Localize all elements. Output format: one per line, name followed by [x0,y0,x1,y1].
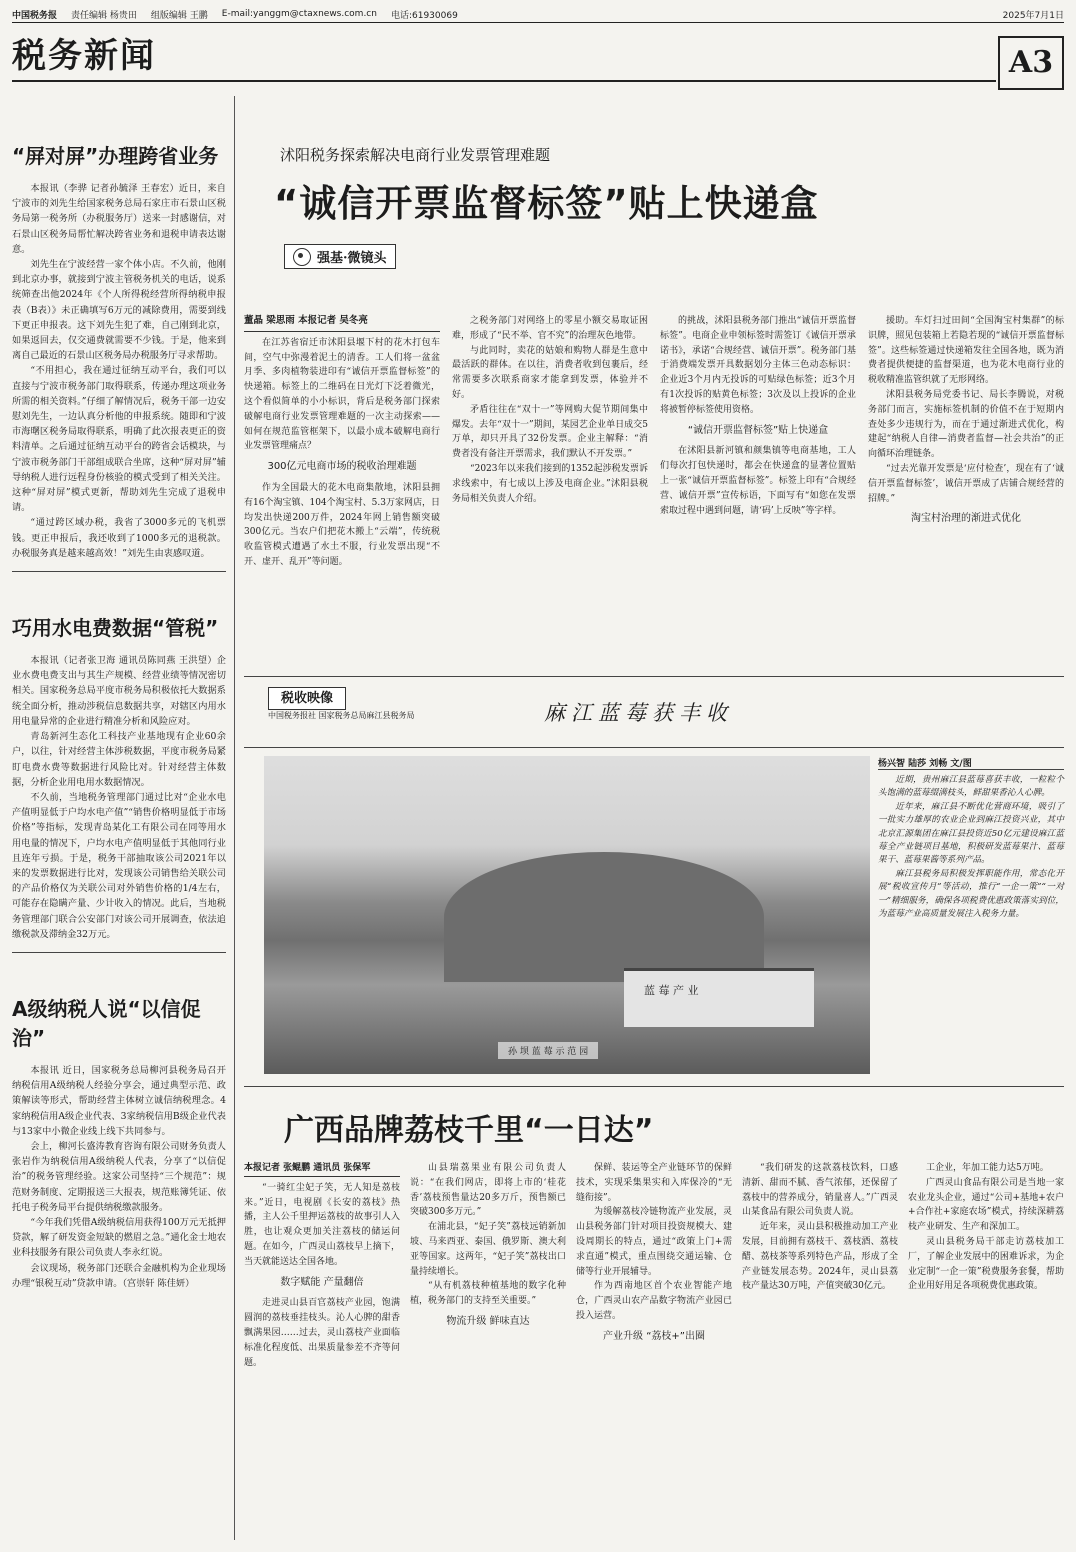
photo-story-p1: 近期，贵州麻江县蓝莓喜获丰收，一粒粒个头饱满的蓝莓缀满枝头，鲜甜果香沁人心脾。 [878,775,1064,799]
lead-col-4-p1: 援助。车灯扫过田间“全国淘宝村集群”的标识牌，照见包装箱上若隐若现的“诚信开票监督标签”。这些标签通过快递箱发往全国各地，既为消费者提供便捷的监督渠道，也为花木电商行业的税收精准监管织就了无形网络。 [868,316,1064,386]
lead-subhead-3: 淘宝村治理的渐进式优化 [911,513,1021,525]
photo-badge [268,687,415,721]
divider [12,952,226,953]
photo-title: 麻江蓝莓获丰收 [544,701,733,725]
lychee-columns [244,1161,1064,1370]
lychee-col-5-p1: 工企业，年加工能力达5万吨。 [926,1163,1049,1173]
divider [12,571,226,572]
lychee-subhead-3: 产业升级 “荔枝+”出圈 [603,1330,705,1342]
lychee-col-5-p3: 灵山县税务局干部走访荔枝加工厂，了解企业发展中的困难诉求，为企业定制“一企一策”税费服务套餐，帮助企业用好用足各项税费优惠政策。 [908,1236,1064,1292]
lead-col-4-p3: “过去光靠开发票是‘应付检查’，现在有了‘诚信开票监督标签’，诚信开票成了店铺合规经营的招牌。” [868,463,1064,504]
park-sign: 孙 坝 蓝 莓 示 范 园 [498,1042,598,1059]
lead-headline: “诚信开票监督标签”贴上快递盒 [274,182,819,225]
column-badge-label: 强基·微镜头 [317,251,387,266]
lychee-byline: 本报记者 张鲲鹏 通讯员 张保军 [244,1161,400,1177]
right-area [244,96,1064,1540]
building-sign: 蓝 莓 产 业 [644,984,699,997]
lychee-col-5 [908,1161,1064,1370]
article-1-p2: 刘先生在宁波经营一家个体小店。不久前，他刚到北京办事，就接到宁波主管税务机关的电话，说系统筛查出他2024年《个人所得税经营所得纳税申报表（B表）》未正确填写6万元的减除费用，需要到线下更正申报表。这下刘先生犯了难，自己刚到北京，如果返回去，仅交通费就需要不少钱。于是，他来到离自己最近的石景山区税务局办税服务厅寻求帮助。 [12,259,226,362]
lychee-subhead-1: 数字赋能 产量翻倍 [280,1276,364,1288]
photo-credit: 杨兴智 陆莎 刘畅 文/图 [878,756,1064,770]
lychee-col-1 [244,1161,400,1370]
lychee-col-2 [410,1161,566,1370]
lead-col-4 [868,314,1064,570]
lychee-article [244,1086,1064,1541]
lead-col-2-p2: 与此同时，卖花的姑娘和购物人群是生意中最活跃的群体。在以往，消费者收到包裹后，经常需要多次联系商家才能拿到发票，体验并不好。 [452,345,648,400]
column-rule [234,96,235,1540]
editor: 责任编辑 杨贵田 [71,10,137,21]
article-1-p4: “通过跨区域办税，我省了3000多元的飞机票钱。更正申报后，我还收到了1000多元的退税款。办税服务真是越来越高效！”刘先生由衷感叹道。 [12,517,226,559]
lychee-col-5-p2: 广西灵山食品有限公司是当地一家农业龙头企业，通过“公司+基地+农户+合作社+家庭农场”模式，持续深耕荔枝产业研发、生产和深加工。 [908,1177,1064,1233]
lychee-col-4-p1: “我们研发的这款荔枝饮料，口感清新、甜而不腻、香气浓郁，还保留了荔枝中的营养成分，销量喜人。”广西灵山某食品有限公司负责人说。 [742,1163,898,1218]
article-2-title: 巧用水电费数据“管税” [12,616,219,641]
lead-col-3 [660,314,856,570]
article-2-p1: 本报讯（记者张卫海 通讯员陈同燕 王洪望）企业水费电费支出与其生产规模、经营业绩等情况密切相关。国家税务总局平度市税务局积极依托大数据系统全面分析，推动涉税信息数据共享，对辖区内用水用电量异常的企业进行精准分析和风险应对。 [12,655,226,727]
section-title: 税务新闻 [12,36,156,76]
lychee-headline: 广西品牌荔枝千里“一日达” [284,1113,654,1148]
header-rule [12,22,1064,23]
paper-name: 中国税务报 [12,10,58,21]
blueberry-farm-photo [264,756,870,1074]
lychee-col-3-p3: 作为西南地区首个农业智能产地仓，广西灵山农产品数字物流产业园已投入运营。 [576,1281,732,1321]
article-3-p2: 会上，柳河长盛涛教育咨询有限公司财务负责人张岩作为纳税信用A级纳税人代表，分享了“以信促治”的税务管理经验。这家公司坚持“三个规范”：规范财务制度、定期报送三大报表，规范账簿凭证、依托电子税务局平台提供纳税缴款服务。 [12,1140,226,1213]
lychee-col-1-p2: 走进灵山县百官荔枝产业园，饱满圆润的荔枝垂挂枝头。沁人心脾的甜香飘满果园……过去，灵山荔枝产业面临标准化程度低、出果质量参差不齐等问题。 [244,1298,400,1368]
lead-col-2-p3: 矛盾往往在“双十一”等网购大促节期间集中爆发。去年“双十一”期间，某园艺企业单日成交5万单，却只开具了32份发票。企业主解释：“消费者没有备注开票需求，我们默认不开发票。” [452,404,648,460]
photo-section [244,676,1064,1076]
lead-col-2-p1: 之税务部门对网络上的零星小额交易取证困难，形成了“民不举、官不究”的治理灰色地带。 [452,316,648,341]
lead-col-3-p2: 在沭阳县新河镇和颜集镇等电商基地，工人们每次打包快递时，都会在快递盒的显著位置贴上一张“诚信开票监督标签”。标签上印有“合规经营、诚信开票”宣传标语，下面写有“如您在发票索取过程中遇到问题，请‘码’上反映”等字样。 [660,446,856,516]
lead-subtitle: 沭阳税务探索解决电商行业发票管理难题 [280,146,551,164]
lychee-col-1-p1: “一骑红尘妃子笑，无人知是荔枝来。”近日，电视剧《长安的荔枝》热播，主人公千里押运荔枝的故事引人入胜，也让观众更加关注荔枝的储运问题。在如今，广西灵山荔枝早上摘下，当天就能送达全国各地。 [244,1182,400,1267]
masthead-rule [12,80,996,82]
lead-subhead-1: 300亿元电商市场的税收治理难题 [267,461,417,473]
lead-col-1 [244,314,440,570]
page-number: A3 [998,36,1064,90]
lychee-col-3-p1: 保鲜、装运等全产业链环节的保鲜技术，实现采集果实和入库保冷的“无缝衔接”。 [576,1163,732,1203]
article-3-p1: 本报讯 近日，国家税务总局柳河县税务局召开纳税信用A级纳税人经验分享会，通过典型示范、政策解读等形式，帮助经营主体树立诚信纳税理念。4家纳税信用A级企业代表、3家纳税信用B级企业代表与13家中小微企业线上线下共同参与。 [12,1064,226,1137]
lead-col-1-p1: 在江苏省宿迁市沭阳县堰下村的花木打包车间，空气中弥漫着泥土的清香。工人们将一盆盆月季、多肉植物装进印有“诚信开票监督标签”的快递箱。标签上的二维码在日光灯下泛着微光，这个看似简单的小小标识，背后是税务部门探索破解电商行业发票管理难题的一次主动探索——如何在规范监管框架下，以最小成本破解电商行业发票管理痛点？ [244,337,440,452]
lychee-col-3 [576,1161,732,1370]
lychee-col-3-p2: 为缓解荔枝冷链物流产业发展，灵山县税务部门针对项目投资规模大、建设周期长的特点，通过“政策上门+需求直通”模式，重点围绕交通运输、仓储等行业开展辅导。 [576,1207,732,1277]
article-2-p3: 不久前，当地税务管理部门通过比对“企业水电产值明显低于户均水电产值”“销售价格明显低于市场价格”等指标，发现青岛某化工有限公司在同等用水用电量的情况下，户均水电产值明显低于其他同行业且连年亏损。于是，税务干部抽取该公司2021年以来的发票数据进行比对，发现该公司销售给关联公司的产品价格仅为关联公司对外销售价格的1/4左右，可能存在隐瞒产量、少计收入的情况。此后，当地税务管理部门联合公安部门对该公司开展调查，依法追缴税款及滞纳金32万元。 [12,791,226,940]
email: E-mail:yanggm@ctaxnews.com.cn [221,9,377,19]
lead-col-4-p2: 沭阳县税务局党委书记、局长李腾说，对税务部门而言，实施标签机制的价值不在于短期内查处多少违规行为，而在于通过渐进式优化，构建起“纳税人自律—消费者监督—社会共治”的正向循环治理链条。 [868,389,1064,460]
lychee-col-4 [742,1161,898,1370]
lychee-col-2-p1: 山县瑞荔果业有限公司负责人说：“在我们网店，即将上市的‘桂花香’荔枝预售量达20多万斤，预售额已突破300多万元。” [410,1163,566,1218]
lead-col-2-p4: “2023年以来我们接到的1352起涉税发票诉求线索中，有七成以上涉及电商企业。”沭阳县税务局相关负责人介绍。 [452,463,648,504]
article-3-title: A级纳税人说“以信促治” [12,996,201,1050]
article-2-p2: 青岛新河生态化工科技产业基地现有企业60余户，以往，针对经营主体涉税数据，平度市税务局紧盯电费水费等数据进行风险比对。针对经营主体数据，分析企业用电用水数据情况。 [12,731,226,788]
lychee-col-2-p3: “从有机荔枝种植基地的数字化种植，税务部门的支持至关重要。” [410,1281,566,1307]
article-1-p1: 本报讯（李骅 记者孙毓泽 王春宏）近日，来自宁波市的刘先生给国家税务总局石家庄市石景山区税务局第一税务所（办税服务厅）送来一封感谢信，对石景山区税务局帮忙解决跨省业务和退税申请表达谢意。 [12,183,226,255]
lychee-col-4-p2: 近年来，灵山县积极推动加工产业发展，目前拥有荔枝干、荔枝酒、荔枝醋、荔枝茶等系列特色产品，形成了全产业链发展态势。2024年，灵山县荔枝产量达30万吨，产值突破30亿元。 [742,1222,898,1292]
article-3-p3: “今年我们凭借A级纳税信用获得100万元无抵押贷款，解了研发资金短缺的燃眉之急。”通化金士地农业科技服务有限公司负责人李永红说。 [12,1216,226,1259]
article-3-p4: 会议现场，税务部门还联合金融机构为企业现场办理“银税互动”贷款申请。（宫崇轩 陈佳妍） [12,1262,226,1289]
lead-subhead-2: “诚信开票监督标签”贴上快递盒 [687,424,829,436]
photo-badge-caption: 中国税务报社 国家税务总局麻江县税务局 [268,711,415,720]
lead-col-2 [452,314,648,570]
article-1-p3: “不用担心，我在通过征纳互动平台，我们可以直接与宁波市税务部门取得联系，传递办理这项业务所需的相关资料。”仔细了解情况后，税务干部一边安慰刘先生，一边认真分析他的申报系统。随即和宁波市海曙区税务局取得联系，明确了此次报表更正的资料清单。之后通过征纳互动平台的跨省会话模块，与宁波市税务部门干部组成联合坐席，这种“屏对屏”辅导纳税人进行远程身份核验的模式受到了相关关注。这种“屏对屏”模式更新，帮助刘先生完成了退税申请。 [12,365,226,514]
photo-story-p2: 近年来，麻江县不断优化营商环境，吸引了一批实力雄厚的农业企业到麻江投资兴业，其中北京汇源集团在麻江县投资近50亿元建设麻江蓝莓全产业链项目基地，积极研发蓝莓果汁、蓝莓果干、蓝莓果酱等系列产品。 [878,801,1064,866]
photo-story-p3: 麻江县税务局积极发挥职能作用，常态化开展“税收宣传月”等活动，推行“一企一策”“一对一”精细服务，确保各项税费优惠政策落实到位，为蓝莓产业高质量发展注入税务力量。 [878,868,1064,920]
lead-col-1-p2: 作为全国最大的花木电商集散地，沭阳县拥有16个淘宝镇、104个淘宝村、5.3万家网店，日均发出快递200万件，2024年网上销售额突破300亿元。当农户们把花木搬上“云端”，传统税收监管模式遭遇了水土不服，行业发票出现“不开、虚开、乱开”等问题。 [244,482,440,567]
lead-col-3-p1: 的挑战，沭阳县税务部门推出“诚信开票监督标签”。电商企业申领标签时需签订《诚信开票承诺书》，承诺“合规经营、诚信开票”。税务部门基于消费端发票开具数据划分主体三色动态标识：企业近3个月内无投诉的可贴绿色标签；近3个月有1次投诉的贴黄色标签；3次及以上投诉的企业将被暂停标签使用资格。 [660,316,856,415]
lead-byline: 董晶 梁思雨 本报记者 吴冬亮 [244,314,440,332]
lead-columns [244,314,1064,570]
hill-shape [444,852,764,982]
page-header [12,6,1064,22]
photo-section-header [244,676,1064,748]
photo-story [878,756,1064,921]
issue-date: 2025年7月1日 [1002,10,1064,21]
lens-icon [293,248,311,266]
column-badge [284,244,396,269]
lychee-subhead-2: 物流升级 鲜味直达 [446,1315,530,1327]
phone: 电话:61930069 [390,10,458,21]
article-1-title: “屏对屏”办理跨省业务 [12,144,219,168]
layout-editor: 组版编辑 王鹏 [150,10,208,21]
left-column [12,96,226,1540]
lychee-col-2-p2: 在浦北县，“妃子笑”荔枝远销新加坡、马来西亚、泰国、俄罗斯、澳大利亚等国家。这两年，“妃子笑”荔枝出口量持续增长。 [410,1222,566,1277]
photo-badge-label: 税收映像 [268,687,346,710]
